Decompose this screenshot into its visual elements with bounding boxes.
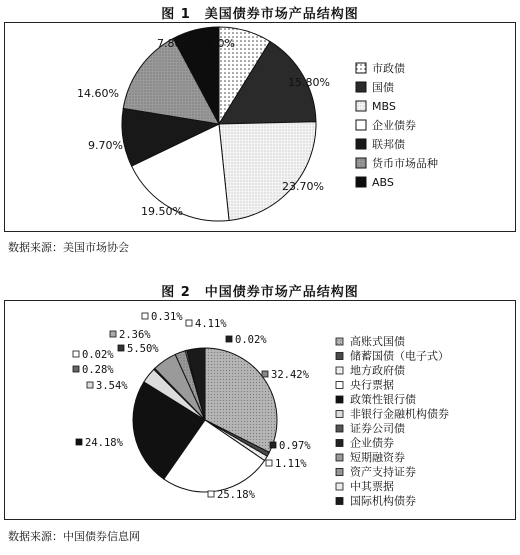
fig1-slice-2 <box>219 122 316 221</box>
fig1-slice-label: 19.50% <box>141 205 183 218</box>
fig2-slice-label: 5.50% <box>127 343 159 355</box>
fig2-legend-label: 政策性银行债 <box>350 393 416 406</box>
fig1-legend-swatch <box>356 101 366 111</box>
fig2-label-marker <box>186 320 192 326</box>
fig2-slice-label: 0.28% <box>82 364 114 376</box>
fig1-legend-swatch <box>356 120 366 130</box>
fig2-legend-swatch <box>336 454 343 461</box>
fig2-slice-label: 24.18% <box>85 437 123 449</box>
fig1-legend-label: 联邦债 <box>372 138 405 151</box>
fig1-slice-label: 7.80% <box>157 37 192 50</box>
fig2-extra-label: 0.02% <box>235 334 267 346</box>
fig2-legend-swatch <box>336 483 343 490</box>
fig1-legend-swatch <box>356 158 366 168</box>
fig1-slice-label: 23.70% <box>282 180 324 193</box>
fig2-legend-label: 地方政府债 <box>350 364 405 377</box>
fig1-slice-label: 15.80% <box>288 76 330 89</box>
fig2-legend-label: 短期融资券 <box>350 451 405 464</box>
fig2-slice-label: 2.36% <box>119 329 151 341</box>
fig2-label-marker <box>76 439 82 445</box>
fig2-legend-swatch <box>336 440 343 447</box>
fig2-legend-swatch <box>336 411 343 418</box>
fig1-legend-swatch <box>356 177 366 187</box>
fig2-legend-swatch <box>336 396 343 403</box>
fig1-slice-label: 8.80% <box>200 37 235 50</box>
fig2-legend-label: 储蓄国债（电子式） <box>350 349 449 363</box>
fig2-legend-label: 国际机构债券 <box>350 494 416 508</box>
figure1-source: 数据来源：美国市场协会 <box>8 241 129 254</box>
figure2-title: 图 2 中国债券市场产品结构图 <box>161 285 359 300</box>
fig2-slice-label: 32.42% <box>271 369 309 381</box>
fig2-legend-swatch <box>336 382 343 389</box>
fig1-legend-swatch <box>356 139 366 149</box>
fig2-label-marker <box>142 313 148 319</box>
figure2-source: 数据来源：中国债券信息网 <box>8 530 140 543</box>
fig1-legend-swatch <box>356 82 366 92</box>
fig2-legend-swatch <box>336 353 343 360</box>
fig1-legend-label: MBS <box>372 100 396 113</box>
fig2-label-marker <box>118 345 124 351</box>
fig2-legend-swatch <box>336 498 343 505</box>
fig2-label-marker <box>73 366 79 372</box>
fig2-slice-label: 0.31% <box>151 311 183 323</box>
fig2-label-marker <box>73 351 79 357</box>
fig2-legend-swatch <box>336 469 343 476</box>
fig1-legend-label: 企业债券 <box>372 119 416 132</box>
fig2-label-marker <box>262 371 268 377</box>
fig1-slice-label: 14.60% <box>77 87 119 100</box>
fig2-label-marker <box>270 442 276 448</box>
fig2-slice-label: 0.97% <box>279 440 311 452</box>
fig2-legend-swatch <box>336 367 343 374</box>
fig1-legend-swatch <box>356 63 366 73</box>
fig2-legend-label: 高账式国债 <box>350 335 405 348</box>
fig2-slice-label: 0.02% <box>82 349 114 361</box>
fig1-legend-label: 货币市场品种 <box>372 157 438 170</box>
fig2-legend-label: 企业债券 <box>350 436 394 450</box>
fig2-legend-swatch <box>336 338 343 345</box>
fig2-slice-label: 3.54% <box>96 380 128 392</box>
fig1-legend-label: 市政债 <box>372 62 405 75</box>
fig2-legend-label: 证券公司债 <box>350 422 405 435</box>
fig2-slice-label: 25.18% <box>217 489 255 501</box>
fig2-label-marker <box>266 460 272 466</box>
fig1-legend-label: ABS <box>372 176 394 189</box>
figure1-title: 图 1 美国债券市场产品结构图 <box>161 7 359 22</box>
fig2-legend-label: 央行票据 <box>350 378 394 392</box>
fig2-legend-label: 资产支持证券 <box>350 465 416 479</box>
fig1-legend-label: 国债 <box>372 81 394 94</box>
fig2-slice-label: 4.11% <box>195 318 227 330</box>
fig1-slice-label: 9.70% <box>88 139 123 152</box>
fig2-label-marker <box>208 491 214 497</box>
fig2-legend-label: 非银行金融机构债券 <box>350 407 449 421</box>
fig2-label-marker <box>110 331 116 337</box>
fig2-label-marker <box>87 382 93 388</box>
fig2-legend-swatch <box>336 425 343 432</box>
fig2-label-marker <box>226 336 232 342</box>
fig2-legend-label: 中其票据 <box>350 480 394 493</box>
fig2-slice-label: 1.11% <box>275 458 307 470</box>
